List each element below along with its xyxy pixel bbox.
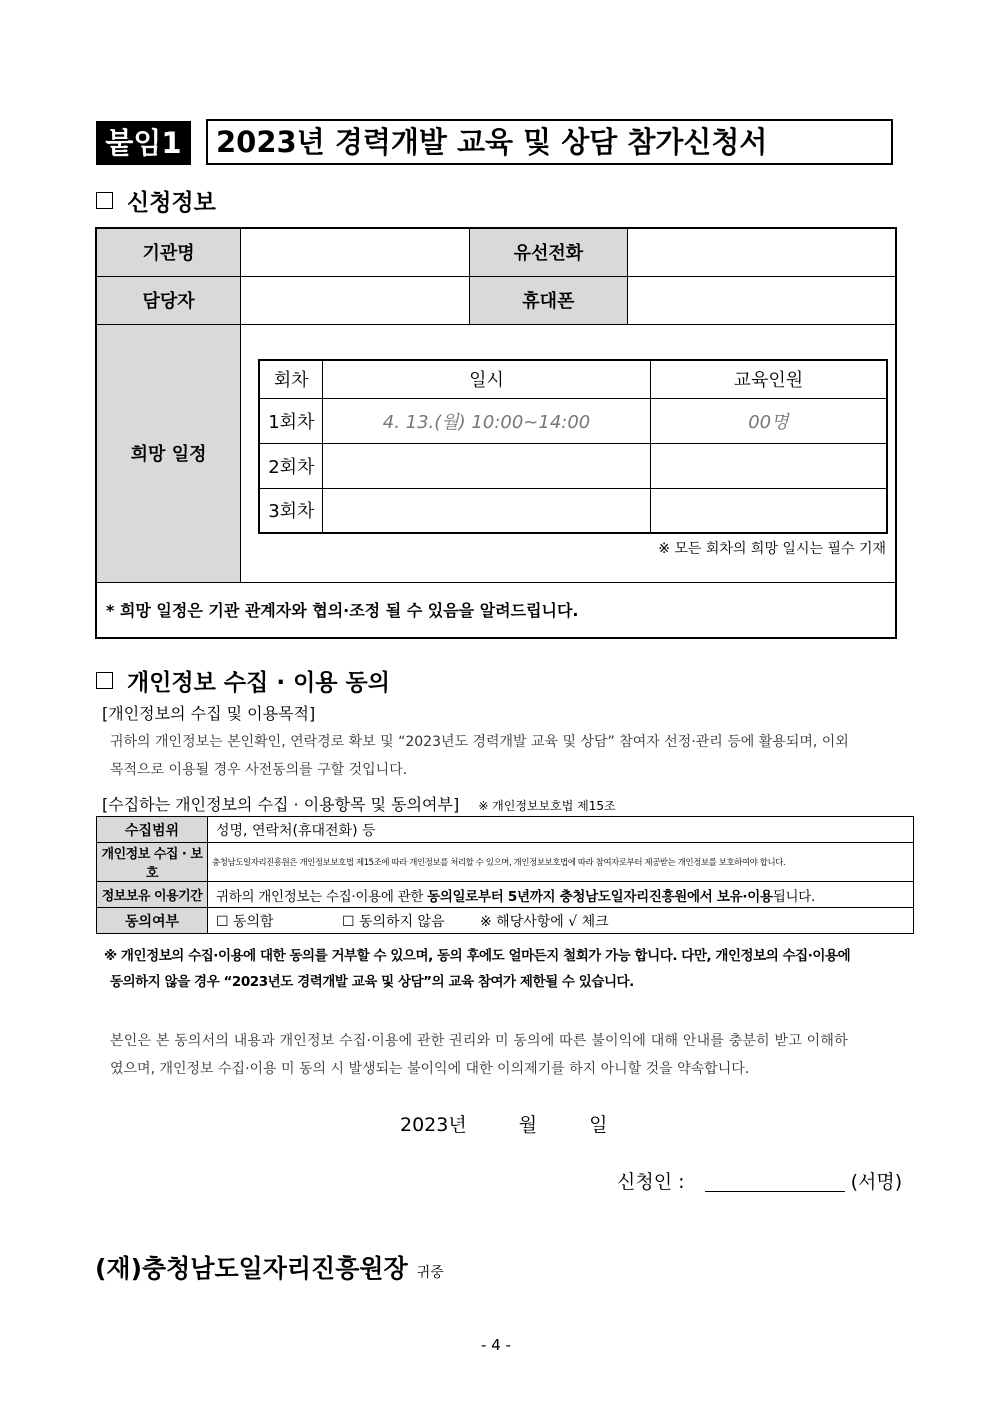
mobile-field[interactable] <box>628 276 896 324</box>
date-year[interactable]: 2023년 <box>400 1114 467 1136</box>
collection-items-title <box>102 792 616 815</box>
scope-value: 성명, 연락처(휴대전화) 등 <box>208 817 914 843</box>
schedule-datetime-field[interactable]: 4. 13.(월) 10:00~14:00 <box>323 399 650 444</box>
retention-period-value <box>208 882 914 908</box>
date-month[interactable]: 월 <box>518 1114 538 1136</box>
applicant-label: 신청인 : <box>617 1171 685 1193</box>
recipient-suffix: 귀중 <box>416 1265 444 1281</box>
schedule-cell <box>241 324 896 582</box>
schedule-datetime-field[interactable] <box>323 444 650 489</box>
schedule-round: 1회차 <box>259 399 323 444</box>
purpose-text-line-1: 귀하의 개인정보는 본인확인, 연락경로 확보 및 “2023년도 경력개발 교육 및 상담” 참여자 선정·관리 등에 활용되며, 이외 <box>110 734 849 750</box>
landline-field[interactable] <box>628 228 896 276</box>
recipient-line <box>95 1249 444 1285</box>
table-row <box>259 399 887 444</box>
retention-text-pre: 귀하의 개인정보는 수집·이용에 관한 <box>216 888 428 905</box>
schedule-round: 2회차 <box>259 444 323 489</box>
schedule-header-people: 교육인원 <box>650 360 887 399</box>
square-bullet-icon <box>96 192 113 209</box>
collection-protection-value: 충청남도일자리진흥원은 개인정보보호법 제15조에 따라 개인정보를 처리할 수 있으며, 개인정보보호법에 따라 참여자로부터 제공받는 개인정보를 보호하여야 합니다. <box>208 843 914 882</box>
schedule-footnote: * 희망 일정은 기관 관계자와 협의·조정 될 수 있음을 알려드립니다. <box>96 582 896 638</box>
purpose-title: [개인정보의 수집 및 이용목적] <box>102 704 316 723</box>
schedule-header-datetime: 일시 <box>323 360 650 399</box>
agree-checkbox[interactable]: ☐ 동의함 <box>216 913 274 930</box>
retention-text-bold: 동의일로부터 5년까지 충청남도일자리진흥원에서 보유·이용 <box>427 888 773 905</box>
attachment-badge: 붙임1 <box>96 121 191 165</box>
section-heading-text: 개인정보 수집 · 이용 동의 <box>127 670 390 696</box>
page-number: - 4 - <box>481 1336 511 1354</box>
privacy-law-reference: ※ 개인정보보호법 제15조 <box>478 799 616 813</box>
signature-suffix: (서명) <box>850 1171 903 1193</box>
disagree-checkbox[interactable]: ☐ 동의하지 않음 <box>342 913 445 930</box>
schedule-datetime-field[interactable] <box>323 489 650 533</box>
landline-label: 유선전화 <box>469 228 628 276</box>
collection-protection-label: 개인정보 수집 · 보호 <box>97 843 208 882</box>
manager-field[interactable] <box>241 276 469 324</box>
pledge-line-2: 였으며, 개인정보 수집·이용 미 동의 시 발생되는 불이익에 대한 이의제기를 하지 아니할 것을 약속합니다. <box>110 1061 750 1077</box>
schedule-table <box>258 359 888 534</box>
schedule-round: 3회차 <box>259 489 323 533</box>
consent-options <box>208 908 914 934</box>
refusal-warning-line-1: ※ 개인정보의 수집·이용에 대한 동의를 거부할 수 있으며, 동의 후에도 얼마든지 철회가 가능 합니다. 다만, 개인정보의 수집·이용에 <box>104 948 851 964</box>
table-row <box>259 489 887 533</box>
privacy-consent-table <box>96 816 914 934</box>
refusal-warning-line-2: 동의하지 않을 경우 “2023년도 경력개발 교육 및 상담”의 교육 참여가 제한될 수 있습니다. <box>110 974 634 990</box>
pledge-line-1: 본인은 본 동의서의 내용과 개인정보 수집·이용에 관한 권리와 미 동의에 따른 불이익에 대해 안내를 충분히 받고 이해하 <box>110 1033 848 1049</box>
application-info-table <box>95 227 897 639</box>
section-heading-privacy-consent <box>96 664 390 697</box>
check-instruction: ※ 해당사항에 √ 체크 <box>480 913 609 930</box>
recipient-name: (재)충청남도일자리진흥원장 <box>95 1254 408 1283</box>
signature-line <box>617 1167 902 1194</box>
org-name-field[interactable] <box>241 228 469 276</box>
consent-label: 동의여부 <box>97 908 208 934</box>
retention-period-label: 정보보유 이용기간 <box>97 882 208 908</box>
purpose-text-line-2: 목적으로 이용될 경우 사전동의를 구할 것입니다. <box>110 762 408 778</box>
scope-label: 수집범위 <box>97 817 208 843</box>
org-name-label: 기관명 <box>96 228 241 276</box>
schedule-people-field[interactable] <box>650 489 887 533</box>
schedule-people-field[interactable]: 00명 <box>650 399 887 444</box>
manager-label: 담당자 <box>96 276 241 324</box>
desired-schedule-label: 희망 일정 <box>96 324 241 582</box>
collection-items-title-text: [수집하는 개인정보의 수집 · 이용항목 및 동의여부] <box>102 795 460 814</box>
retention-text-post: 됩니다. <box>772 888 815 905</box>
square-bullet-icon <box>96 672 113 689</box>
section-heading-application-info <box>96 184 216 217</box>
schedule-header-round: 회차 <box>259 360 323 399</box>
section-heading-text: 신청정보 <box>127 190 216 216</box>
date-day[interactable]: 일 <box>589 1114 608 1136</box>
form-title: 2023년 경력개발 교육 및 상담 참가신청서 <box>206 119 893 165</box>
mobile-label: 휴대폰 <box>469 276 628 324</box>
signature-field[interactable] <box>705 1169 845 1192</box>
schedule-people-field[interactable] <box>650 444 887 489</box>
table-row <box>259 444 887 489</box>
schedule-note: ※ 모든 회차의 희망 일시는 필수 기재 <box>658 540 886 557</box>
date-line <box>400 1110 608 1137</box>
